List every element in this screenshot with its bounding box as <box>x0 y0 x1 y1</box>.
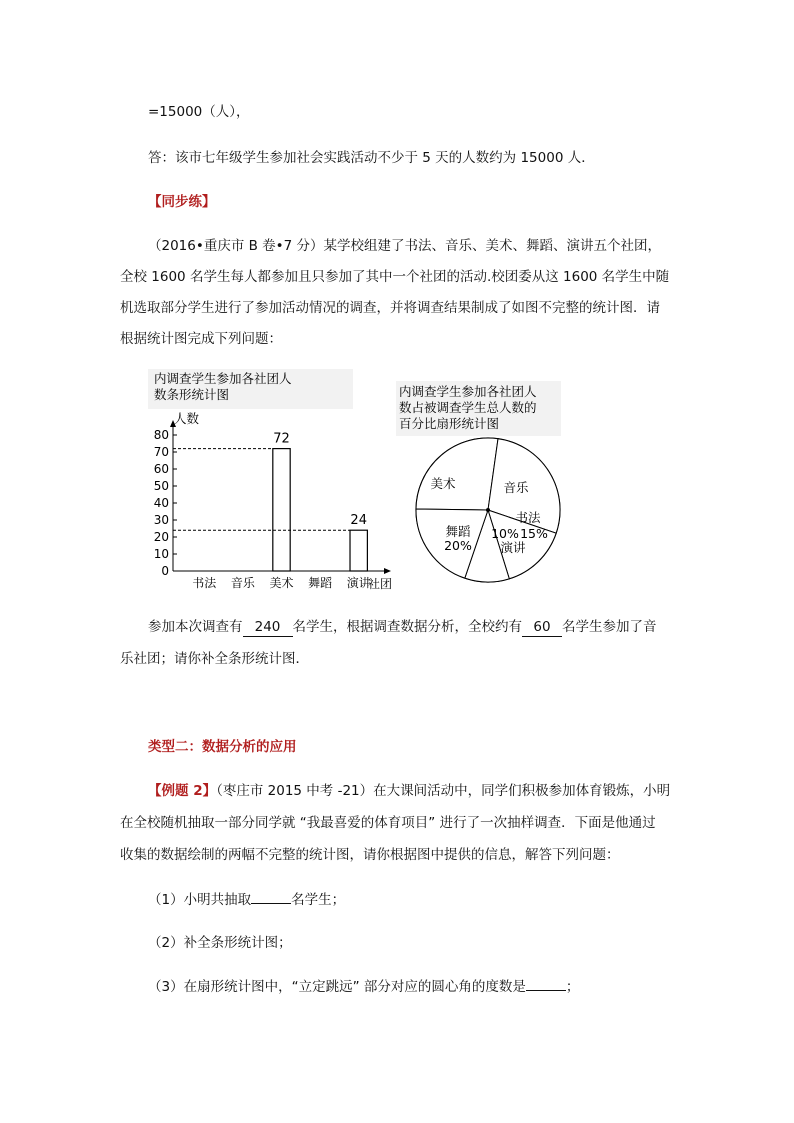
pie-chart-svg <box>393 378 568 593</box>
bar-chart <box>140 365 405 593</box>
pie-chart-slice-label: 音乐 <box>503 480 529 495</box>
pie-chart <box>393 378 568 593</box>
pie-chart-slice-label: 舞蹈 <box>445 524 471 539</box>
bar-chart-category-label: 书法 <box>192 576 217 590</box>
bar-chart-y-tick-label: 20 <box>153 530 169 544</box>
example-line-2: 在全校随机抽取一部分同学就 “我最喜爱的体育项目” 进行了一次抽样调查．下面是他通过 <box>120 815 656 831</box>
fill-text-a: 参加本次调查有 <box>148 619 243 635</box>
question-1 <box>148 889 345 910</box>
problem-text-line-1: （2016•重庆市 B 卷•7 分）某学校组建了书法、音乐、美术、舞蹈、演讲五个社团， <box>148 238 662 254</box>
bar-chart-y-tick-label: 50 <box>153 479 169 493</box>
bar-chart-category-label: 舞蹈 <box>308 576 333 590</box>
bar-chart-y-tick-label: 70 <box>153 445 169 459</box>
question-1-text-b: 名学生； <box>291 892 346 908</box>
fill-in-line-2: 乐社团；请你补全条形统计图． <box>120 651 309 667</box>
pie-chart-title-1: 内调查学生参加各社团人 <box>399 384 537 399</box>
bar-chart-bar <box>273 449 290 571</box>
pie-chart-percent-label: 15% <box>520 526 548 541</box>
question-3-text-b: ； <box>565 979 580 995</box>
bar-chart-y-tick-label: 40 <box>153 496 169 510</box>
bar-chart-value-label: 72 <box>273 431 290 447</box>
section-heading-type2: 类型二：数据分析的应用 <box>148 739 297 755</box>
question-3 <box>148 976 579 997</box>
pie-chart-slice <box>416 438 498 510</box>
problem-text-line-2: 全校 1600 名学生每人都参加且只参加了其中一个社团的活动.校团委从这 1600 名学生中随 <box>120 269 670 285</box>
bar-chart-y-tick-label: 80 <box>153 428 169 442</box>
bar-chart-y-tick-label: 0 <box>161 564 169 578</box>
bar-chart-xlabel: 社团 <box>368 577 393 591</box>
question-1-blank <box>251 889 291 904</box>
pie-chart-percent-label: 10% <box>491 526 519 541</box>
answer-blank-1: 240 <box>243 619 293 637</box>
pie-chart-slice-label: 演讲 <box>500 540 526 555</box>
bar-chart-ylabel: 人数 <box>174 411 200 426</box>
problem-text-line-3: 机选取部分学生进行了参加活动情况的调查，并将调查结果制成了如图不完整的统计图．请 <box>120 300 660 316</box>
bar-chart-category-label: 美术 <box>269 576 294 590</box>
question-1-text-a: （1）小明共抽取 <box>148 892 252 908</box>
pie-chart-title-2: 数占被调查学生总人数的 <box>399 400 537 415</box>
answer-line: 答：该市七年级学生参加社会实践活动不少于 5 天的人数约为 15000 人． <box>148 150 595 166</box>
bar-chart-y-tick-label: 30 <box>153 513 169 527</box>
problem-text-line-4: 根据统计图完成下列问题： <box>120 331 282 347</box>
equation-line: =15000（人）， <box>148 104 250 120</box>
answer-blank-2: 60 <box>522 619 562 637</box>
bar-chart-category-label: 演讲 <box>346 576 371 590</box>
question-3-blank <box>526 976 566 991</box>
question-2: （2）补全条形统计图； <box>148 935 292 951</box>
fill-text-b: 名学生，根据调查数据分析，全校约有 <box>292 619 522 635</box>
example-label: 【例题 2】 <box>148 783 217 799</box>
pie-chart-slice-label: 书法 <box>515 510 541 525</box>
bar-chart-svg <box>140 365 405 593</box>
fill-text-c: 名学生参加了音 <box>562 619 657 635</box>
pie-chart-title-3: 百分比扇形统计图 <box>399 416 500 431</box>
pie-chart-slice-label: 美术 <box>430 476 456 491</box>
example-line-3: 收集的数据绘制的两幅不完整的统计图，请你根据图中提供的信息，解答下列问题： <box>120 847 620 863</box>
example-line-1 <box>148 781 670 801</box>
fill-in-line-1 <box>148 617 657 637</box>
bar-chart-bar <box>350 530 367 571</box>
bar-chart-title-2: 数条形统计图 <box>154 387 230 402</box>
bar-chart-title-1: 内调查学生参加各社团人 <box>154 371 292 386</box>
pie-chart-center <box>486 508 490 512</box>
pie-chart-percent-label: 20% <box>444 538 472 553</box>
bar-chart-value-label: 24 <box>350 513 367 529</box>
bar-chart-y-tick-label: 10 <box>153 547 169 561</box>
bar-chart-y-tick-label: 60 <box>153 462 169 476</box>
example-text-1: （枣庄市 2015 中考 -21）在大课间活动中，同学们积极参加体育锻炼，小明 <box>216 783 671 799</box>
bar-chart-x-arrow <box>384 568 391 574</box>
section-heading-sync: 【同步练】 <box>148 194 216 210</box>
bar-chart-category-label: 音乐 <box>230 576 255 590</box>
question-3-text-a: （3）在扇形统计图中，“立定跳远” 部分对应的圆心角的度数是 <box>148 979 526 995</box>
